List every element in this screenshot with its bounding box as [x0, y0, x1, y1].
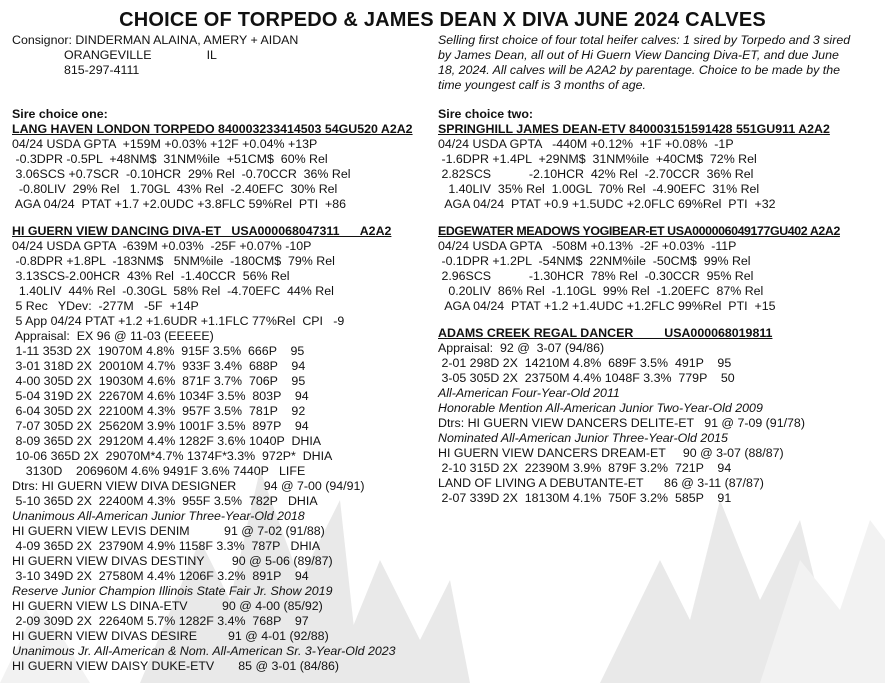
sire-two-stats	[438, 137, 878, 212]
stat-line: 2.96SCS -1.30HCR 78% Rel -0.30CCR 95% Rel	[438, 269, 754, 283]
record-line: 7-07 305D 2X 25620M 3.9% 1001F 3.5% 897P 94	[12, 419, 309, 433]
record-line: 4-00 305D 2X 19030M 4.6% 871F 3.7% 706P 95	[12, 374, 306, 388]
consignor-city: ORANGEVILLE	[64, 48, 152, 62]
stat-line: AGA 04/24 PTAT +0.9 +1.5UDC +2.0FLC 69%Rel PTI +32	[438, 197, 776, 211]
second-dam-name: ADAMS CREEK REGAL DANCER USA000068019811	[438, 326, 773, 340]
record-line: 2-10 315D 2X 22390M 3.9% 879F 3.2% 721P 94	[438, 461, 732, 475]
stat-line: 0.20LIV 86% Rel -1.10GL 99% Rel -1.20EFC 87% Rel	[438, 284, 764, 298]
page-title: CHOICE OF TORPEDO & JAMES DEAN X DIVA JUNE 2024 CALVES	[119, 9, 766, 31]
record-line: 5-10 365D 2X 22400M 4.3% 955F 3.5% 782P DHIA	[12, 494, 318, 508]
honor-line: Unanimous Jr. All-American & Nom. All-American Sr. 3-Year-Old 2023	[12, 644, 396, 658]
daughter-line: HI GUERN VIEW DAISY DUKE-ETV 85 @ 3-01 (84/86)	[12, 659, 340, 673]
daughter-line: HI GUERN VIEW DANCERS DREAM-ET 90 @ 3-07 (88/87)	[438, 446, 784, 460]
stat-line: -0.3DPR -0.5PL +48NM$ 31NM%ile +51CM$ 60% Rel	[12, 152, 328, 166]
record-line: 10-06 365D 2X 29070M*4.7% 1374F*3.3% 972P* DHIA	[12, 449, 333, 463]
daughter-line: LAND OF LIVING A DEBUTANTE-ET 86 @ 3-11 (87/87)	[438, 476, 764, 490]
sire-one-name: LANG HAVEN LONDON TORPEDO 840003233414503 54GU520 A2A2	[12, 122, 413, 136]
record-line: 2-01 298D 2X 14210M 4.8% 689F 3.5% 491P 95	[438, 356, 732, 370]
dam-stats	[12, 239, 437, 674]
consignor-name: Consignor: DINDERMAN ALAINA, AMERY + AIDAN	[12, 33, 299, 47]
consignor-phone: 815-297-4111	[64, 63, 140, 77]
sale-description: Selling first choice of four total heifer calves: 1 sired by Torpedo and 3 sired by James Dean, all out of Hi Guern View Dancing Diva-ET, and due June 18, 2024. All calves will be A2A2 by parentage. Choice to be made by the time youngest calf is 3 months of age.	[438, 33, 851, 92]
stat-line: 2.82SCS -2.10HCR 42% Rel -2.70CCR 36% Rel	[438, 167, 754, 181]
stat-line: 5 App 04/24 PTAT +1.2 +1.6UDR +1.1FLC 77%Rel CPI -9	[12, 314, 345, 328]
stat-line: 1.40LIV 44% Rel -0.30GL 58% Rel -4.70EFC 44% Rel	[12, 284, 334, 298]
stat-line: -0.80LIV 29% Rel 1.70GL 43% Rel -2.40EFC 30% Rel	[12, 182, 338, 196]
record-line: 4-09 365D 2X 23790M 4.9% 1158F 3.3% 787P DHIA	[12, 539, 321, 553]
stat-line: Appraisal: 92 @ 3-07 (94/86)	[438, 341, 605, 355]
stat-line: 3.13SCS-2.00HCR 43% Rel -1.40CCR 56% Rel	[12, 269, 290, 283]
honor-line: Honorable Mention All-American Junior Two-Year-Old 2009	[438, 401, 763, 415]
stat-line: 04/24 USDA GPTA -440M +0.12% +1F +0.08% -1P	[438, 137, 734, 151]
stat-line: 04/24 USDA GPTA +159M +0.03% +12F +0.04% +13P	[12, 137, 318, 151]
daughter-line: HI GUERN VIEW LEVIS DENIM 91 @ 7-02 (91/88)	[12, 524, 325, 538]
left-column	[12, 107, 437, 674]
consignor-block	[12, 33, 432, 78]
record-line: 3-05 305D 2X 23750M 4.4% 1048F 3.3% 779P 50	[438, 371, 735, 385]
stat-line: -0.8DPR +1.8PL -183NM$ 5NM%ile -180CM$ 79% Rel	[12, 254, 335, 268]
daughter-line: HI GUERN VIEW LS DINA-ETV 90 @ 4-00 (85/92)	[12, 599, 323, 613]
record-line: 8-09 365D 2X 29120M 4.4% 1282F 3.6% 1040P DHIA	[12, 434, 322, 448]
grand-dam-sire-stats	[438, 239, 878, 314]
second-dam-stats	[438, 341, 878, 506]
daughter-line: Dtrs: HI GUERN VIEW DANCERS DELITE-ET 91 @ 7-09 (91/78)	[438, 416, 805, 430]
honor-line: All-American Four-Year-Old 2011	[438, 386, 620, 400]
sire-two-name: SPRINGHILL JAMES DEAN-ETV 840003151591428 551GU911 A2A2	[438, 122, 830, 136]
daughter-line: HI GUERN VIEW DIVAS DESTINY 90 @ 5-06 (89/87)	[12, 554, 333, 568]
record-line: 5-04 319D 2X 22670M 4.6% 1034F 3.5% 803P 94	[12, 389, 309, 403]
stat-line: -0.1DPR +1.2PL -54NM$ 22NM%ile -50CM$ 99% Rel	[438, 254, 751, 268]
sire-one-stats	[12, 137, 437, 212]
stat-line: -1.6DPR +1.4PL +29NM$ 31NM%ile +40CM$ 72% Rel	[438, 152, 757, 166]
consignor-state: IL	[206, 48, 217, 62]
stat-line: 1.40LIV 35% Rel 1.00GL 70% Rel -4.90EFC 31% Rel	[438, 182, 760, 196]
record-line: 3-10 349D 2X 27580M 4.4% 1206F 3.2% 891P 94	[12, 569, 309, 583]
honor-line: Reserve Junior Champion Illinois State Fair Jr. Show 2019	[12, 584, 333, 598]
record-line: 6-04 305D 2X 22100M 4.3% 957F 3.5% 781P 92	[12, 404, 306, 418]
stat-line: AGA 04/24 PTAT +1.2 +1.4UDC +1.2FLC 99%Rel PTI +15	[438, 299, 776, 313]
stat-line: 04/24 USDA GPTA -508M +0.13% -2F +0.03% -11P	[438, 239, 737, 253]
grand-dam-sire-name: EDGEWATER MEADOWS YOGIBEAR-ET USA000006049177GU402 A2A2	[438, 224, 840, 238]
stat-line: 04/24 USDA GPTA -639M +0.03% -25F +0.07% -10P	[12, 239, 312, 253]
stat-line: Appraisal: EX 96 @ 11-03 (EEEEE)	[12, 329, 214, 343]
sire-choice-one-heading: Sire choice one:	[12, 107, 108, 121]
honor-line: Unanimous All-American Junior Three-Year-Old 2018	[12, 509, 305, 523]
daughter-line: HI GUERN VIEW DIVAS DESIRE 91 @ 4-01 (92/88)	[12, 629, 329, 643]
honor-line: Nominated All-American Junior Three-Year-Old 2015	[438, 431, 728, 445]
record-line: 2-07 339D 2X 18130M 4.1% 750F 3.2% 585P 91	[438, 491, 732, 505]
stat-line: 5 Rec YDev: -277M -5F +14P	[12, 299, 199, 313]
record-line: 3-01 318D 2X 20010M 4.7% 933F 3.4% 688P 94	[12, 359, 306, 373]
stat-line: 3.06SCS +0.7SCR -0.10HCR 29% Rel -0.70CCR 36% Rel	[12, 167, 351, 181]
record-line: 3130D 206960M 4.6% 9491F 3.6% 7440P LIFE	[12, 464, 306, 478]
daughter-line: Dtrs: HI GUERN VIEW DIVA DESIGNER 94 @ 7-00 (94/91)	[12, 479, 365, 493]
stat-line: AGA 04/24 PTAT +1.7 +2.0UDC +3.8FLC 59%Rel PTI +86	[12, 197, 347, 211]
dam-name: HI GUERN VIEW DANCING DIVA-ET USA000068047311 A2A2	[12, 224, 392, 238]
record-line: 1-11 353D 2X 19070M 4.8% 915F 3.5% 666P 95	[12, 344, 305, 358]
record-line: 2-09 309D 2X 22640M 5.7% 1282F 3.4% 768P 97	[12, 614, 309, 628]
sire-choice-two-heading: Sire choice two:	[438, 107, 534, 121]
right-column	[438, 107, 878, 506]
consignor-location	[12, 48, 432, 63]
